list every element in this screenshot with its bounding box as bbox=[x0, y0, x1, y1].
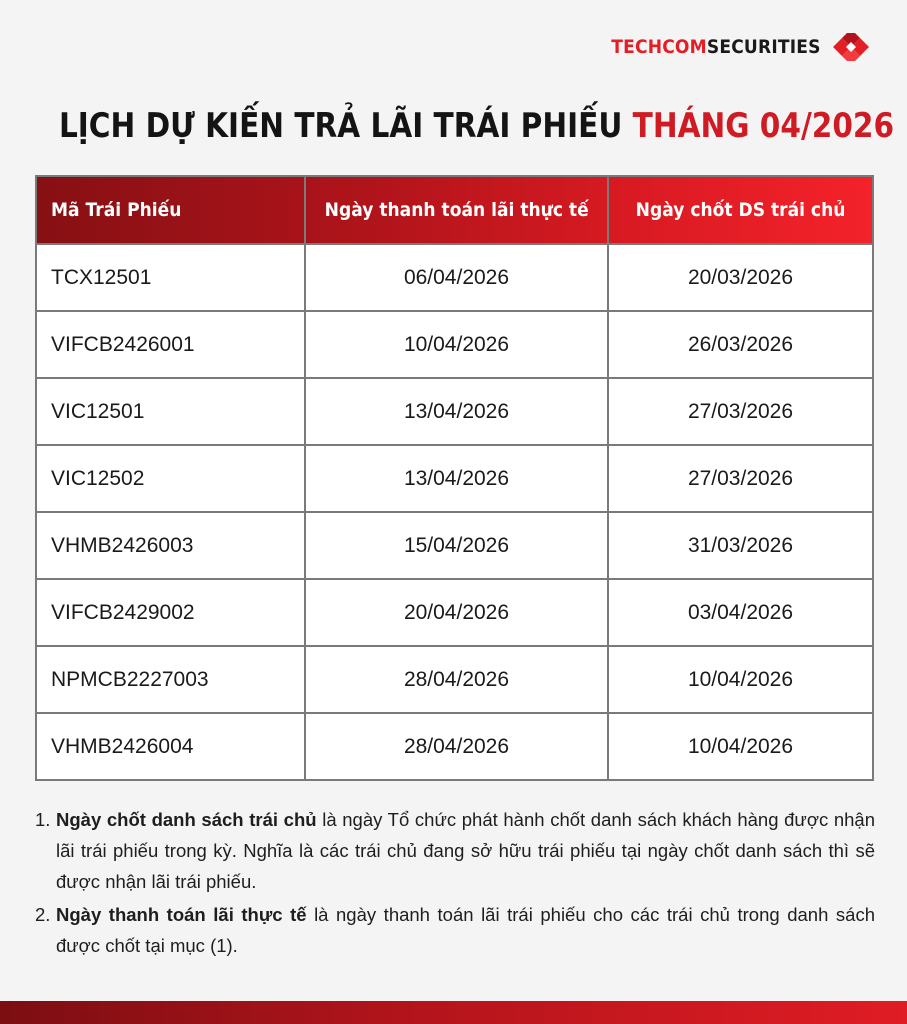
footnotes bbox=[35, 804, 875, 963]
header-bond-code: Mã Trái Phiếu bbox=[36, 176, 305, 244]
bond-code: VHMB2426004 bbox=[36, 713, 305, 780]
brand-name-part1: TECHCOM bbox=[611, 36, 708, 58]
bond-code: VIC12502 bbox=[36, 445, 305, 512]
page-title bbox=[58, 106, 895, 146]
table-header-row bbox=[36, 176, 873, 244]
payment-date: 13/04/2026 bbox=[305, 445, 608, 512]
footnote-text bbox=[56, 899, 875, 961]
payment-date: 15/04/2026 bbox=[305, 512, 608, 579]
payment-date: 28/04/2026 bbox=[305, 713, 608, 780]
title-accent: THÁNG 04/2026 bbox=[632, 106, 895, 146]
bond-code: NPMCB2227003 bbox=[36, 646, 305, 713]
bond-code: TCX12501 bbox=[36, 244, 305, 311]
bond-code: VIFCB2426001 bbox=[36, 311, 305, 378]
payment-date: 10/04/2026 bbox=[305, 311, 608, 378]
techcom-diamond-logo-icon bbox=[833, 33, 869, 61]
table-row bbox=[36, 512, 873, 579]
payment-date: 28/04/2026 bbox=[305, 646, 608, 713]
record-date: 20/03/2026 bbox=[608, 244, 873, 311]
record-date: 31/03/2026 bbox=[608, 512, 873, 579]
footnote-number: 2. bbox=[35, 904, 51, 925]
bond-code: VIFCB2429002 bbox=[36, 579, 305, 646]
bottom-accent-bar bbox=[0, 1001, 907, 1024]
table-row bbox=[36, 378, 873, 445]
footnote-text bbox=[56, 804, 875, 897]
brand-name bbox=[612, 36, 821, 58]
header-record-date: Ngày chốt DS trái chủ bbox=[608, 176, 873, 244]
record-date: 27/03/2026 bbox=[608, 445, 873, 512]
record-date: 10/04/2026 bbox=[608, 713, 873, 780]
bond-code: VHMB2426003 bbox=[36, 512, 305, 579]
footnote-number: 1. bbox=[35, 809, 51, 830]
brand-header bbox=[588, 33, 869, 61]
record-date: 03/04/2026 bbox=[608, 579, 873, 646]
footnote-term: Ngày chốt danh sách trái chủ bbox=[56, 809, 317, 830]
table-row bbox=[36, 713, 873, 780]
footnote-definition: là ngày Tổ chức phát hành chốt danh sách khách hàng được nhận lãi trái phiếu trong kỳ. Nghĩa là các trái chủ đang sở hữu trái phiếu tại ngày chốt danh sách thì sẽ được nhận lãi trái phiếu. bbox=[56, 809, 875, 892]
payment-date: 13/04/2026 bbox=[305, 378, 608, 445]
bond-code: VIC12501 bbox=[36, 378, 305, 445]
record-date: 26/03/2026 bbox=[608, 311, 873, 378]
table-row bbox=[36, 244, 873, 311]
brand-name-part2: SECURITIES bbox=[707, 36, 821, 58]
footnote-item bbox=[35, 804, 875, 897]
table-row bbox=[36, 579, 873, 646]
footnote-term: Ngày thanh toán lãi thực tế bbox=[56, 904, 307, 925]
footnote-item bbox=[35, 899, 875, 961]
record-date: 27/03/2026 bbox=[608, 378, 873, 445]
title-main: LỊCH DỰ KIẾN TRẢ LÃI TRÁI PHIẾU bbox=[58, 106, 633, 146]
footnote-definition: là ngày thanh toán lãi trái phiếu cho các trái chủ trong danh sách được chốt tại mục (1). bbox=[56, 904, 875, 956]
payment-date: 20/04/2026 bbox=[305, 579, 608, 646]
table-row bbox=[36, 445, 873, 512]
bond-schedule-table bbox=[35, 175, 874, 781]
record-date: 10/04/2026 bbox=[608, 646, 873, 713]
table-row bbox=[36, 646, 873, 713]
table-row bbox=[36, 311, 873, 378]
header-payment-date: Ngày thanh toán lãi thực tế bbox=[305, 176, 608, 244]
payment-date: 06/04/2026 bbox=[305, 244, 608, 311]
